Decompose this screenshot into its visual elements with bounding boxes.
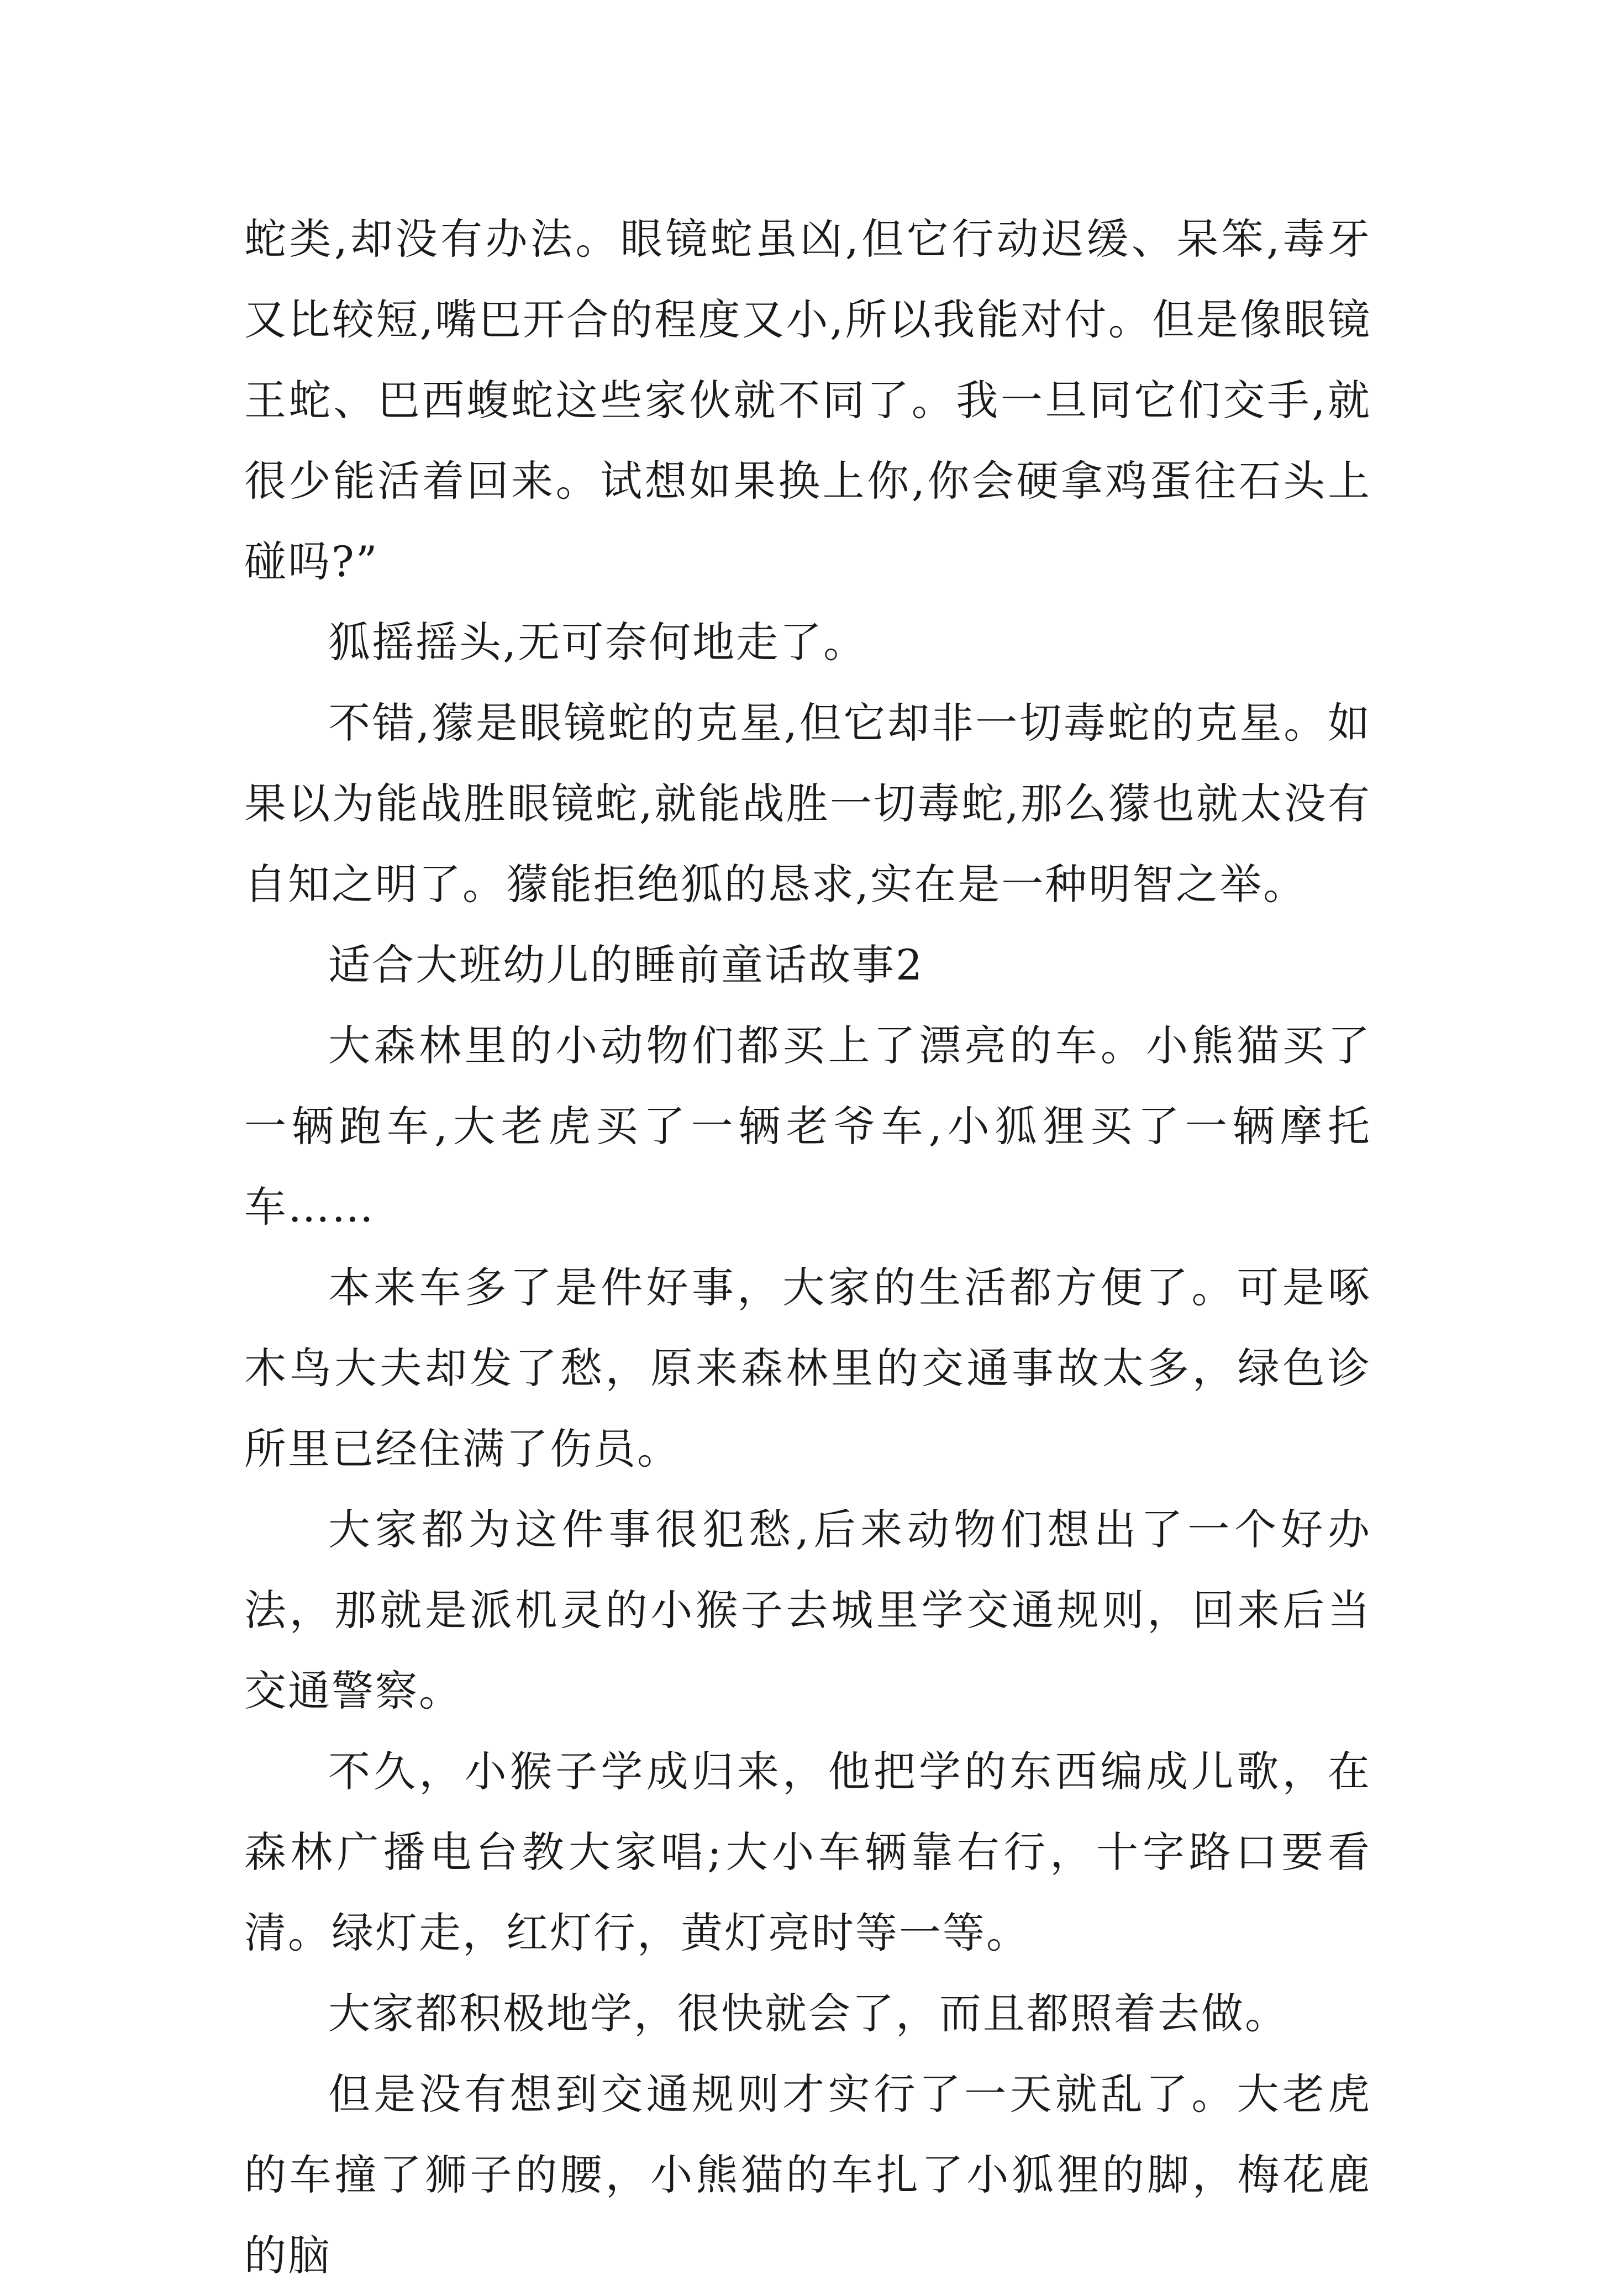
paragraph: 不错,獴是眼镜蛇的克星,但它却非一切毒蛇的克星。如果以为能战胜眼镜蛇,就能战胜一切毒蛇,那么獴也就太没有自知之明了。獴能拒绝狐的恳求,实在是一种明智之举。 [244, 698, 1371, 909]
paragraph: 大森林里的小动物们都买上了漂亮的车。小熊猫买了一辆跑车,大老虎买了一辆老爷车,小狐狸买了一辆摩托车…… [244, 1021, 1371, 1231]
paragraph: 本来车多了是件好事，大家的生活都方便了。可是啄木鸟大夫却发了愁，原来森林里的交通事故太多，绿色诊所里已经住满了伤员。 [244, 1263, 1371, 1473]
document-body [244, 199, 1371, 2296]
paragraph: 但是没有想到交通规则才实行了一天就乱了。大老虎的车撞了狮子的腰，小熊猫的车扎了小狐狸的脚，梅花鹿的脑 [244, 2069, 1371, 2280]
paragraph: 狐摇摇头,无可奈何地走了。 [328, 618, 867, 667]
section-heading: 适合大班幼儿的睡前童话故事2 [328, 940, 924, 989]
paragraph: 不久，小猴子学成归来，他把学的东西编成儿歌，在森林广播电台教大家唱;大小车辆靠右行，十字路口要看清。绿灯走，红灯行，黄灯亮时等一等。 [244, 1747, 1371, 1957]
paragraph: 蛇类,却没有办法。眼镜蛇虽凶,但它行动迟缓、呆笨,毒牙又比较短,嘴巴开合的程度又小,所以我能对付。但是像眼镜王蛇、巴西蝮蛇这些家伙就不同了。我一旦同它们交手,就很少能活着回来。试想如果换上你,你会硬拿鸡蛋往石头上碰吗?” [244, 214, 1371, 586]
paragraph: 大家都为这件事很犯愁,后来动物们想出了一个好办法，那就是派机灵的小猴子去城里学交通规则，回来后当交通警察。 [244, 1505, 1371, 1715]
paragraph: 大家都积极地学，很快就会了，而且都照着去做。 [328, 1989, 1288, 2038]
